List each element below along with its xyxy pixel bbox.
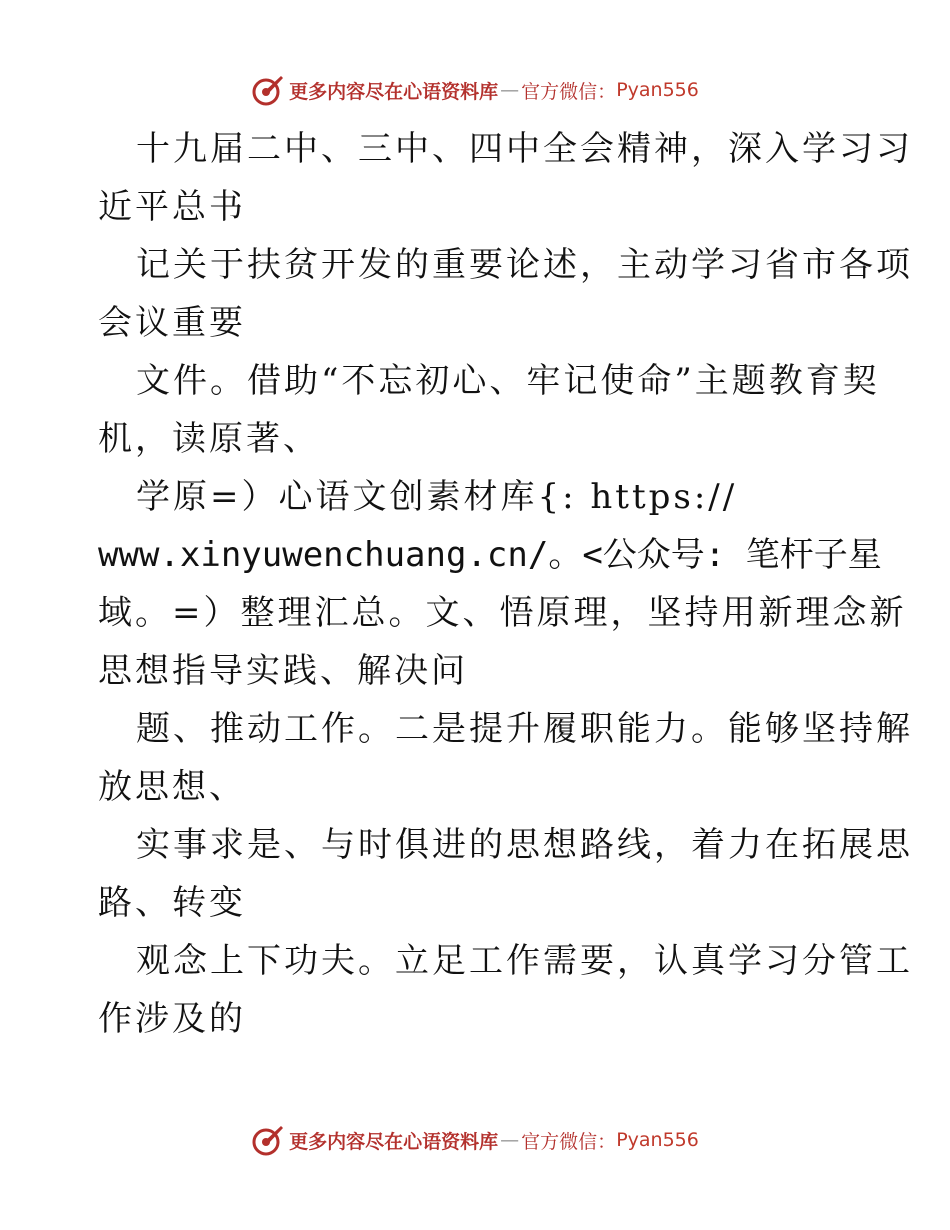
- brand-text: 更多内容尽在心语资料库: [289, 1130, 499, 1153]
- text-line: 十九届二中、三中、四中全会精神，深入学习习: [136, 129, 913, 169]
- text-line: 放思想、: [98, 767, 246, 807]
- document-body: [98, 120, 913, 1048]
- header-watermark-banner: [0, 70, 950, 110]
- text-line: 思想指导实践、解决问: [98, 651, 468, 691]
- text-line: 实事求是、与时俱进的思想路线，着力在拓展思: [136, 825, 913, 865]
- wechat-label: 官方微信：: [521, 1130, 617, 1153]
- quill-circle-icon: [251, 73, 285, 107]
- text-line: 机，读原著、: [98, 419, 320, 459]
- banner-separator: —: [500, 79, 520, 101]
- quill-circle-icon: [251, 1123, 285, 1157]
- wechat-id: Pyan556: [616, 79, 699, 101]
- text-line: 观念上下功夫。立足工作需要，认真学习分管工: [136, 941, 913, 981]
- brand-text: 更多内容尽在心语资料库: [289, 80, 499, 103]
- text-line: 学原=）心语文创素材库{: https://: [136, 477, 738, 517]
- text-line: 记关于扶贫开发的重要论述，主动学习省市各项: [136, 245, 913, 285]
- banner-separator: —: [500, 1129, 520, 1151]
- text-line: 域。=）整理汇总。文、悟原理，坚持用新理念新: [98, 593, 907, 633]
- wechat-label: 官方微信：: [521, 80, 617, 103]
- footer-watermark-banner: [0, 1120, 950, 1160]
- text-line: www.xinyuwenchuang.cn/。<公众号: 笔杆子星: [98, 535, 882, 575]
- text-line: 文件。借助“不忘初心、牢记使命”主题教育契: [136, 361, 880, 401]
- text-line: 近平总书: [98, 187, 246, 227]
- wechat-id: Pyan556: [616, 1129, 699, 1151]
- text-line: 会议重要: [98, 303, 246, 343]
- text-line: 路、转变: [98, 883, 246, 923]
- text-line: 作涉及的: [98, 999, 246, 1039]
- text-line: 题、推动工作。二是提升履职能力。能够坚持解: [136, 709, 913, 749]
